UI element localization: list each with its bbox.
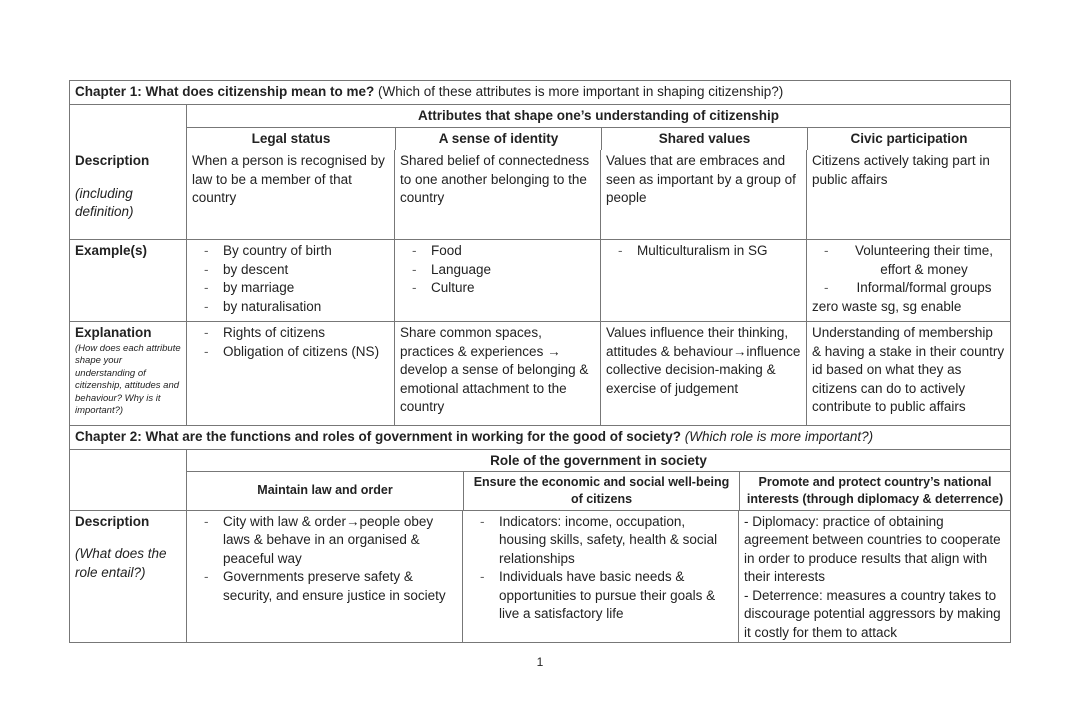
explanation-civic: Understanding of membership & having a stake in their country id based on what they as citizens can do to actively contribute to public affairs bbox=[806, 322, 1010, 425]
row-label-description-2: Description bbox=[75, 513, 150, 529]
column-header-national-interests: Promote and protect country’s national interests (through diplomacy & deterrence) bbox=[739, 472, 1010, 510]
explanation-identity: Share common spaces, practices & experiences → develop a sense of belonging & emotional attachment to the country bbox=[394, 322, 600, 425]
attributes-group-header: Attributes that shape one’s understanding of citizenship bbox=[187, 105, 1010, 128]
list-item: - by naturalisation bbox=[192, 298, 389, 317]
row-label-explanation: Explanation bbox=[75, 325, 152, 340]
list-item: - Indicators: income, occupation, housing skills, safety, health & social relationships bbox=[468, 513, 733, 569]
list-item: - City with law & order→people obey laws & behave in an organised & peaceful way bbox=[192, 513, 457, 569]
row-label-examples: Example(s) bbox=[75, 243, 148, 258]
desc-legal-status: When a person is recognised by law to be a member of that country bbox=[186, 150, 394, 239]
row-sublabel-role: (What does the role entail?) bbox=[75, 546, 167, 580]
list-item: - Obligation of citizens (NS) bbox=[192, 343, 389, 362]
list-item: - Volunteering their time, effort & money bbox=[812, 242, 1005, 279]
list-item: - By country of birth bbox=[192, 242, 389, 261]
ch1-description-row bbox=[69, 150, 1011, 240]
notes-table bbox=[69, 80, 1011, 643]
deterrence-text: - Deterrence: measures a country takes to discourage potential aggressors by making it costly for them to attack bbox=[744, 587, 1001, 640]
ch1-examples-row bbox=[69, 240, 1011, 322]
list-item: - by marriage bbox=[192, 279, 389, 298]
explanation-values: Values influence their thinking, attitudes & behaviour→influence collective decision-making & exercise of judgement bbox=[600, 322, 806, 425]
list-item: - Culture bbox=[400, 279, 595, 298]
chapter2-header-row bbox=[69, 450, 1011, 511]
column-header-identity: A sense of identity bbox=[395, 128, 601, 151]
chapter2-title-row bbox=[69, 426, 1011, 450]
chapter2-question: (Which role is more important?) bbox=[681, 429, 874, 444]
wellbeing-list bbox=[468, 513, 733, 624]
list-item: - Food bbox=[400, 242, 595, 261]
row-label-description: Description bbox=[75, 153, 150, 168]
list-item: - Individuals have basic needs & opportunities to pursue their goals & live a satisfactory life bbox=[468, 568, 733, 624]
row-sublabel-explanation: (How does each attribute shape your understanding of citizenship, attitudes and behaviour? Why is it important?) bbox=[75, 342, 181, 416]
chapter2-title: Chapter 2: What are the functions and roles of government in working for the good of society? bbox=[75, 429, 682, 444]
list-item: - Language bbox=[400, 261, 595, 280]
chapter1-header-row bbox=[69, 105, 1011, 151]
law-order-list bbox=[192, 513, 457, 606]
ch2-description-row bbox=[69, 511, 1011, 643]
column-header-shared-values: Shared values bbox=[601, 128, 807, 151]
examples-legal-list bbox=[192, 242, 389, 316]
explanation-legal-list bbox=[192, 324, 389, 361]
examples-values-list bbox=[606, 242, 801, 261]
desc-civic: Citizens actively taking part in public affairs bbox=[806, 150, 1010, 239]
examples-civic-list bbox=[812, 242, 1005, 298]
ch1-explanation-row bbox=[69, 322, 1011, 426]
desc-identity: Shared belief of connectedness to one another belonging to the country bbox=[394, 150, 600, 239]
list-item: - Informal/formal groups bbox=[812, 279, 1005, 298]
chapter1-title-row bbox=[69, 80, 1011, 105]
column-header-civic: Civic participation bbox=[807, 128, 1010, 151]
column-header-legal-status: Legal status bbox=[251, 130, 331, 146]
desc-shared-values: Values that are embraces and seen as important by a group of people bbox=[600, 150, 806, 239]
examples-identity-list bbox=[400, 242, 595, 298]
page-number: 1 bbox=[536, 655, 544, 669]
list-item: - Multiculturalism in SG bbox=[606, 242, 801, 261]
chapter1-title: Chapter 1: What does citizenship mean to me? bbox=[75, 84, 375, 99]
row-sublabel-definition: (including definition) bbox=[75, 185, 134, 219]
column-header-wellbeing: Ensure the economic and social well-being of citizens bbox=[463, 472, 739, 510]
examples-civic-extra: zero waste sg, sg enable bbox=[812, 298, 962, 314]
list-item: - Rights of citizens bbox=[192, 324, 389, 343]
list-item: - Governments preserve safety & security, and ensure justice in society bbox=[192, 568, 457, 605]
role-group-header: Role of the government in society bbox=[187, 450, 1010, 472]
column-header-law-order: Maintain law and order bbox=[257, 483, 393, 497]
diplomacy-text: - Diplomacy: practice of obtaining agreement between countries to cooperate in order to produce results that align with their interests bbox=[744, 513, 1001, 584]
list-item: - by descent bbox=[192, 261, 389, 280]
chapter1-question: (Which of these attributes is more important in shaping citizenship?) bbox=[374, 84, 784, 99]
